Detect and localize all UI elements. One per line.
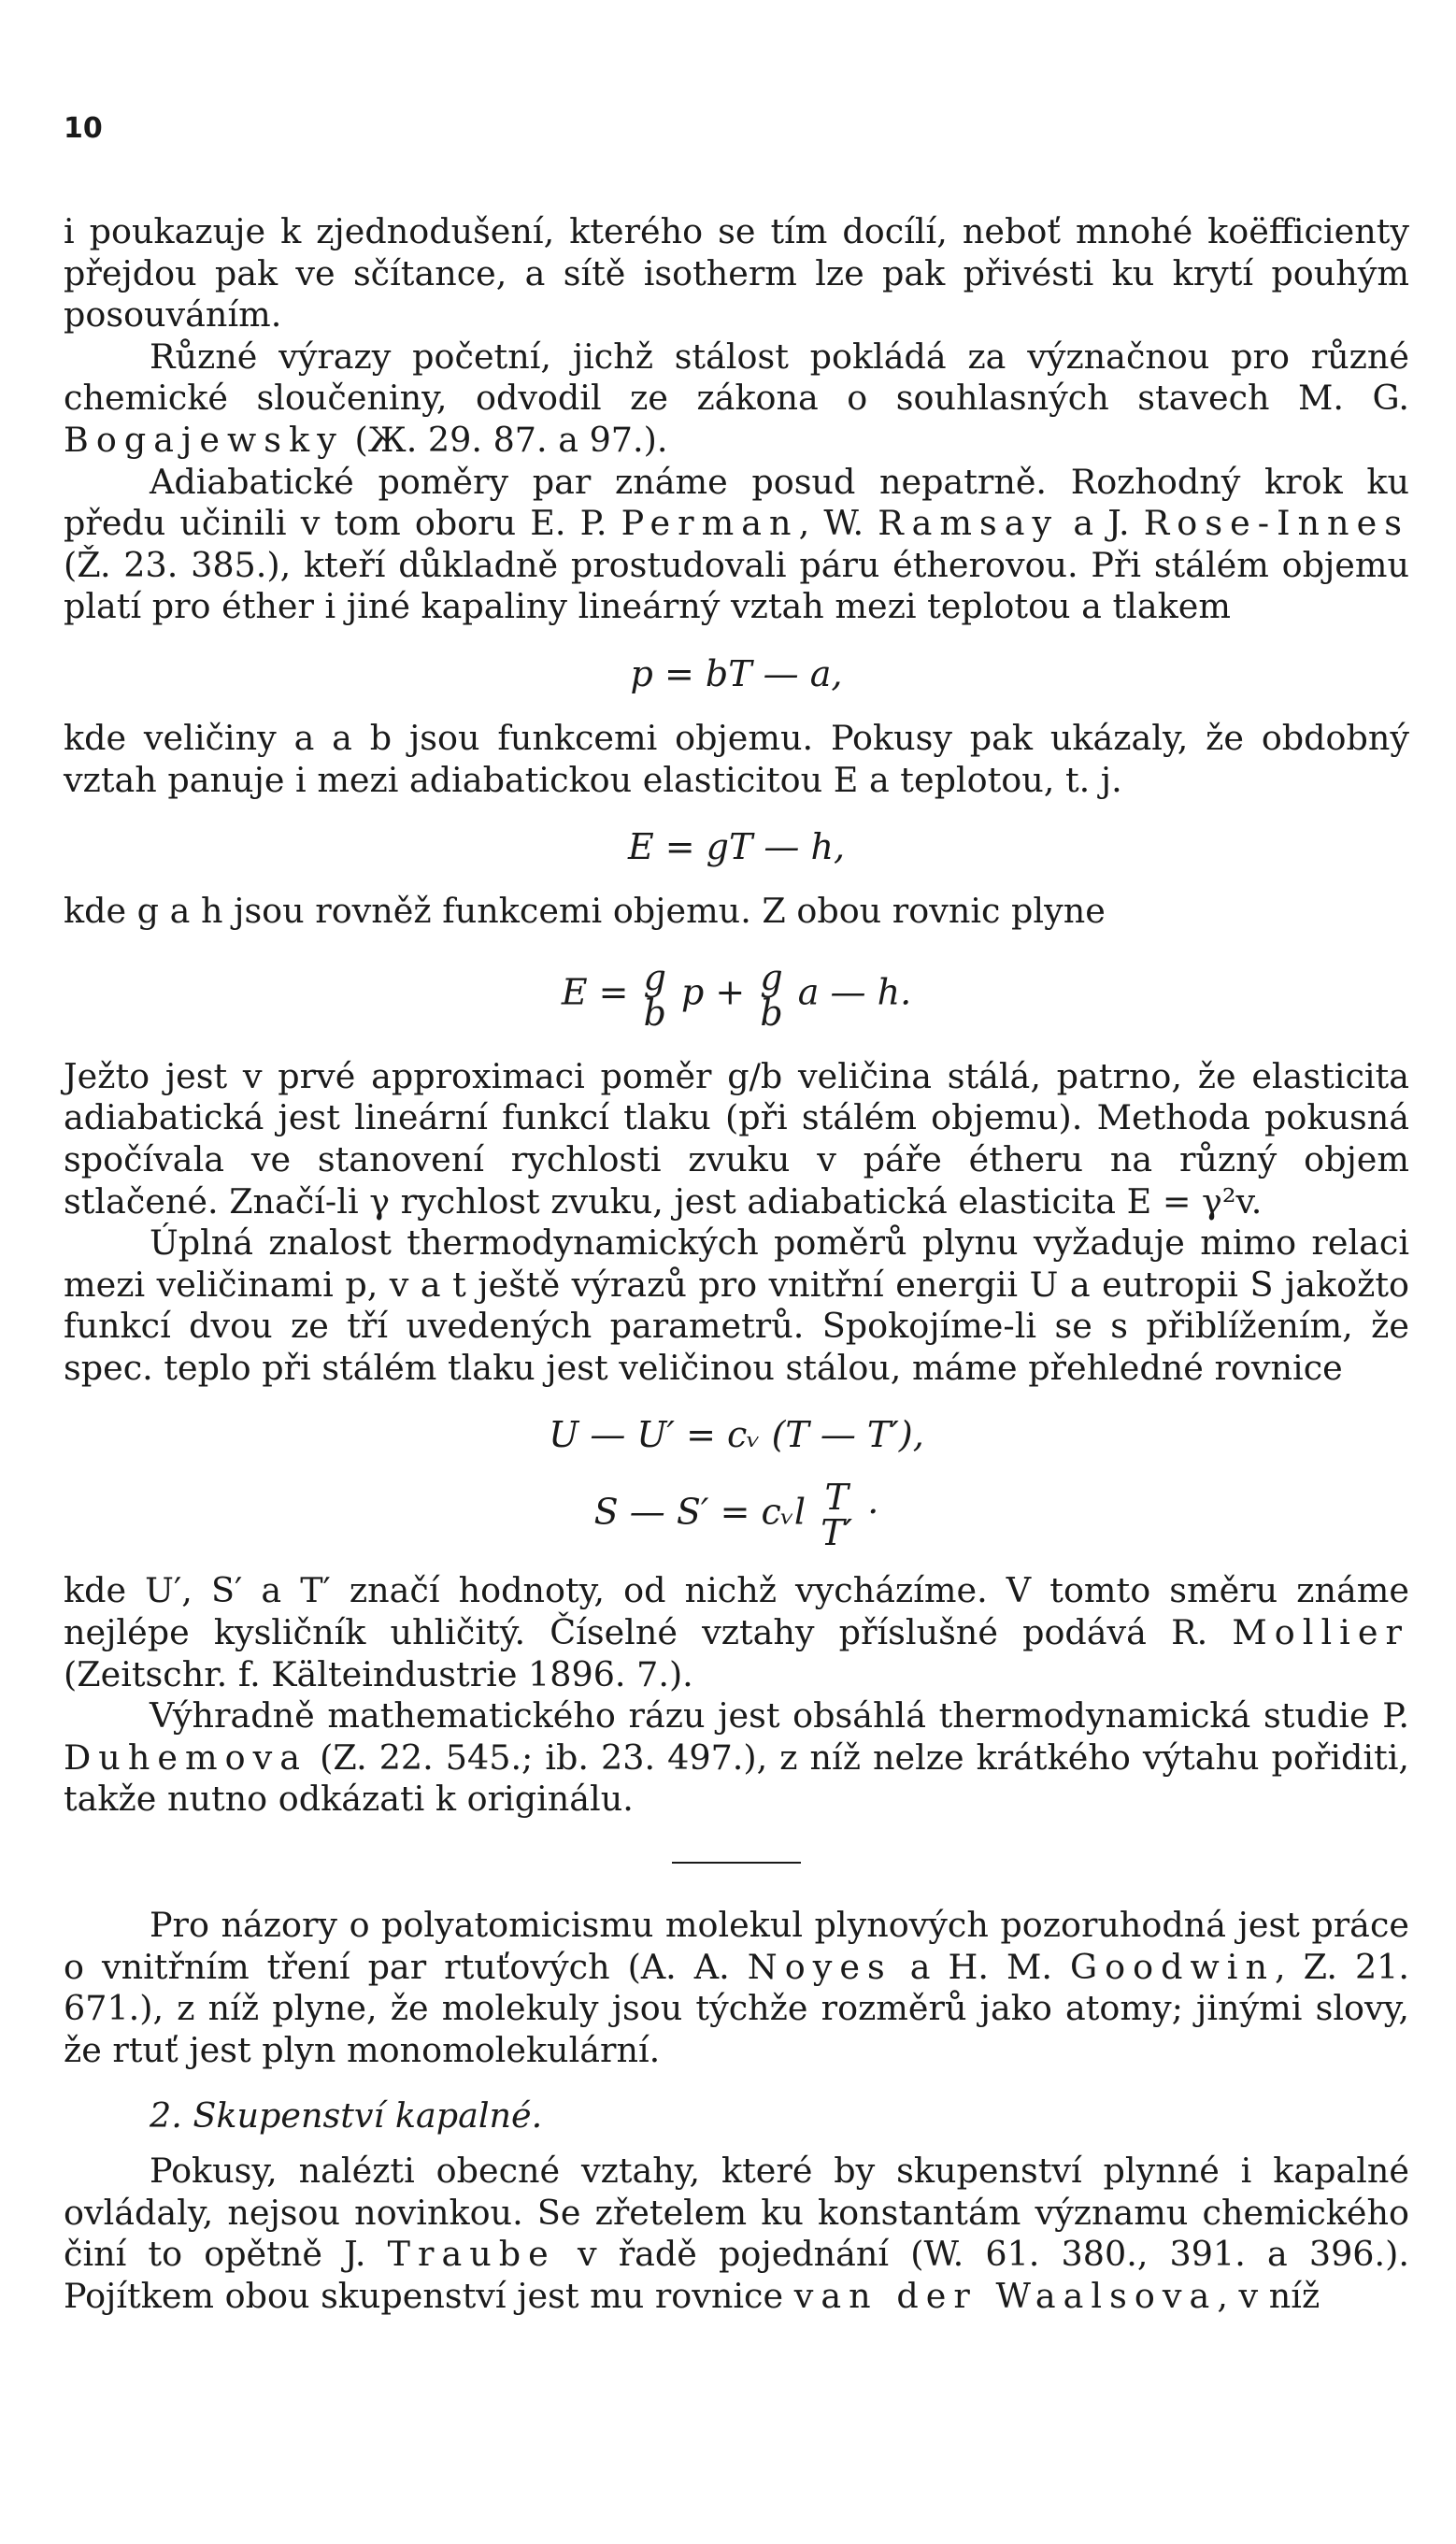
paragraph-8 bbox=[64, 1570, 1409, 1695]
page-body bbox=[64, 211, 1409, 2317]
fraction-g-over-b-2 bbox=[760, 956, 783, 1034]
fraction-denominator: b bbox=[643, 992, 666, 1034]
paragraph-10 bbox=[64, 1905, 1409, 2071]
paragraph-9 bbox=[64, 1695, 1409, 1821]
equation-energy: U — U′ = cᵥ (T — T′), bbox=[549, 1414, 924, 1456]
paragraph-9-text-b: (Z. 22. 545.; ib. 23. 497.), z níž nelze krátkého výtahu pořiditi, takže nutno odkázati k originálu. bbox=[64, 1736, 1409, 1820]
section-divider bbox=[672, 1862, 801, 1864]
paragraph-2-text-b: (Ж. 29. 87. a 97.). bbox=[354, 419, 668, 460]
author-name-noyes: Noyes bbox=[747, 1946, 892, 1987]
equation-entropy bbox=[64, 1477, 1409, 1554]
equation-pressure: p = bT — a, bbox=[630, 652, 843, 694]
author-name-van-der-waals: van der Waalsova bbox=[793, 2275, 1218, 2316]
paragraph-11 bbox=[64, 2151, 1409, 2317]
equation-entropy-tail: · bbox=[867, 1491, 879, 1533]
fraction-numerator: g bbox=[643, 956, 666, 998]
fraction-t-over-t-prime bbox=[821, 1477, 853, 1554]
paragraph-7: Úplná znalost thermodynamických poměrů plynu vyžaduje mimo relaci mezi veličinami p, v a t ještě výrazů pro vnitřní energii U a eutropii S jakožto funkcí dvou ze tří uvedených parametrů. Spokojíme-li se s přiblížením, že spec. teplo při stálém tlaku jest veličinou stálou, máme přehledné rovnice bbox=[64, 1222, 1409, 1388]
paragraph-3-text-b: , W. bbox=[798, 503, 864, 544]
author-name-rose-innes: Rose-Innes bbox=[1143, 503, 1409, 544]
equation-combined-mid: p + bbox=[681, 971, 746, 1013]
page-number: 10 bbox=[64, 112, 103, 145]
paragraph-11-text-b: v řadě pojednání (W. 61. 380., 391. a 396.). Pojítkem obou skupenství jest mu rovnice bbox=[64, 2234, 1409, 2316]
author-name-mollier: Mollier bbox=[1232, 1612, 1409, 1653]
author-name-bogajewsky: Bogajewsky bbox=[64, 419, 344, 460]
paragraph-3-text-a: Adiabatické poměry par známe posud nepatrně. Rozhodný krok ku předu učinili v tom oboru E. P. bbox=[64, 461, 1409, 544]
paragraph-2-text-a: Různé výrazy početní, jichž stálost pokládá za význačnou pro různé chemické sloučeniny, odvodil ze zákona o souhlasných stavech M. G. bbox=[64, 336, 1409, 419]
fraction-denominator: b bbox=[760, 992, 783, 1034]
paragraph-10-text-a: Pro názory o polyatomicismu molekul plynových pozoruhodná jest práce o vnitřním tření par rtuťových (A. A. bbox=[64, 1905, 1409, 1987]
paragraph-2 bbox=[64, 336, 1409, 462]
paragraph-5: kde g a h jsou rovněž funkcemi objemu. Z obou rovnic plyne bbox=[64, 891, 1106, 932]
paragraph-10-text-b: a H. M. bbox=[909, 1946, 1052, 1987]
paragraph-10-text-c: , Z. 21. 671.), z níž plyne, že molekuly jsou týchže rozměrů jako atomy; jinými slovy, že rtuť jest plyn monomolekulární. bbox=[64, 1946, 1410, 2070]
fraction-numerator: g bbox=[760, 956, 783, 998]
paragraph-8-text-b: (Zeitschr. f. Kälteindustrie 1896. 7.). bbox=[64, 1653, 693, 1694]
section-heading: 2. Skupenství kapalné. bbox=[150, 2095, 543, 2137]
paragraph-3-text-d: (Ž. 23. 385.), kteří důkladně prostudovali páru étherovou. Při stálém objemu platí pro éther i jiné kapaliny lineárný vztah mezi teplotou a tlakem bbox=[64, 544, 1409, 627]
fraction-denominator: T′ bbox=[821, 1512, 853, 1554]
fraction-g-over-b-1 bbox=[643, 956, 666, 1034]
equation-combined bbox=[64, 956, 1409, 1034]
equation-entropy-lhs: S — S′ = cᵥl bbox=[593, 1491, 807, 1533]
paragraph-4: kde veličiny a a b jsou funkcemi objemu. Pokusy pak ukázaly, že obdobný vztah panuje i mezi adiabatickou elasticitou E a teplotou, t. j. bbox=[64, 717, 1409, 800]
author-name-traube: Traube bbox=[387, 2234, 556, 2275]
equation-combined-lhs: E = bbox=[561, 971, 629, 1013]
paragraph-3-text-c: a J. bbox=[1073, 503, 1130, 544]
paragraph-11-text-c: , v níž bbox=[1217, 2275, 1320, 2316]
equation-combined-rhs: a — h. bbox=[797, 971, 912, 1013]
paragraph-3 bbox=[64, 462, 1409, 628]
paragraph-8-text-a: kde U′, S′ a T′ značí hodnoty, od nichž vycházíme. V tomto směru známe nejlépe kysličník uhličitý. Číselné vztahy příslušné podává R. bbox=[64, 1570, 1409, 1653]
author-name-ramsay: Ramsay bbox=[878, 503, 1060, 544]
author-name-duhem: Duhemova bbox=[64, 1736, 308, 1778]
paragraph-1: i poukazuje k zjednodušení, kterého se tím docílí, neboť mnohé koëfficienty přejdou pak ve sčítance, a sítě isotherm lze pak přivésti ku krytí pouhým posouváním. bbox=[64, 211, 1409, 336]
author-name-perman: Perman bbox=[621, 503, 799, 544]
author-name-goodwin: Goodwin bbox=[1069, 1946, 1276, 1987]
paragraph-6: Ježto jest v prvé approximaci poměr g/b veličina stálá, patrno, že elasticita adiabatická jest lineární funkcí tlaku (při stálém objemu). Methoda pokusná spočívala ve stanovení rychlosti zvuku v páře étheru na různý objem stlačené. Značí-li γ rychlost zvuku, jest adiabatická elasticita E = γ²v. bbox=[64, 1055, 1409, 1222]
paragraph-11-text-a: Pokusy, nalézti obecné vztahy, které by skupenství plynné i kapalné ovládaly, nejsou novinkou. Se zřetelem ku konstantám významu chemického činí to opětně J. bbox=[64, 2151, 1409, 2275]
fraction-numerator: T bbox=[824, 1477, 849, 1519]
paragraph-9-text-a: Výhradně mathematického rázu jest obsáhlá thermodynamická studie P. bbox=[150, 1695, 1409, 1736]
equation-elasticity: E = gT — h, bbox=[627, 826, 846, 868]
